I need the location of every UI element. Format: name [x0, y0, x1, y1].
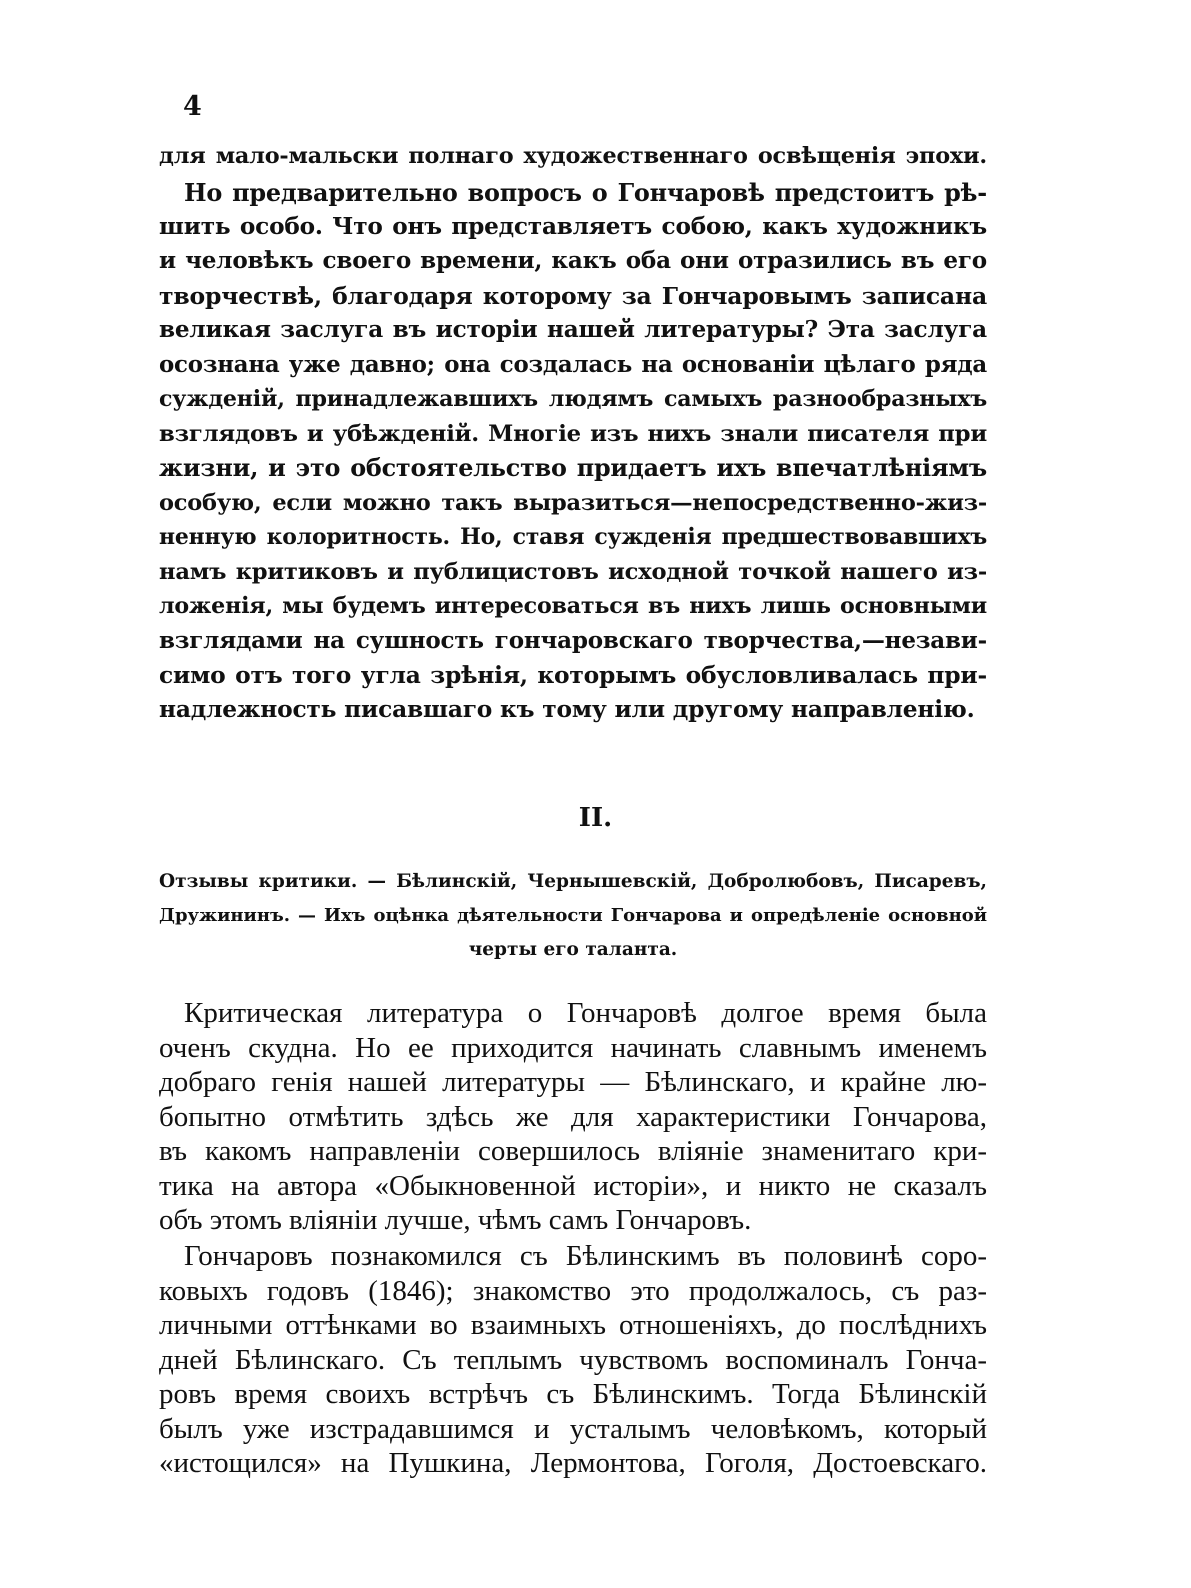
text-line: Но предварительно вопросъ о Гончаровѣ предстоитъ рѣ- — [184, 179, 987, 207]
text-line: взглядовъ и убѣжденій. Многіе изъ нихъ знали писателя при — [159, 421, 987, 447]
text-line: великая заслуга въ исторіи нашей литературы? Эта заслуга — [159, 316, 987, 343]
text-line: симо отъ того угла зрѣнія, которымъ обусловливалась при- — [159, 661, 987, 689]
text-line: объ этомъ вліяніи лучше, чѣмъ самъ Гончаровъ. — [159, 1204, 752, 1236]
text-line: и человѣкъ своего времени, какъ оба они отразились въ его — [159, 247, 987, 274]
text-line: Гончаровъ познакомился съ Бѣлинскимъ въ половинѣ соро- — [184, 1240, 987, 1272]
text-line: особую, если можно такъ выразиться—непосредственно-жиз- — [159, 490, 987, 516]
text-line: намъ критиковъ и публицистовъ исходной точкой нашего из- — [159, 559, 987, 585]
text-line: въ какомъ направленіи совершилось вліяніе знаменитаго кри- — [159, 1135, 987, 1167]
summary-line: Дружининъ. — Ихъ оцѣнка дѣятельности Гончарова и опредѣленіе основной — [159, 905, 987, 926]
summary-line: Отзывы критики. — Бѣлинскій, Чернышевскій, Добролюбовъ, Писаревъ, — [159, 871, 987, 892]
text-line: осознана уже давно; она создалась на основаніи цѣлаго ряда — [159, 352, 987, 378]
text-line: для мало-мальски полнаго художественнаго освѣщенія эпохи. — [159, 143, 987, 169]
text-line: Критическая литература о Гончаровѣ долгое время была — [184, 997, 987, 1029]
text-line: добраго генія нашей литературы — Бѣлинскаго, и крайне лю- — [159, 1066, 987, 1098]
text-line: надлежность писавшаго къ тому или другому направленію. — [159, 696, 975, 723]
text-line: шить особо. Что онъ представляетъ собою, какъ художникъ — [159, 213, 987, 240]
text-line: былъ уже изстрадавшимся и усталымъ человѣкомъ, который — [159, 1413, 987, 1445]
section-heading: II. — [578, 803, 613, 833]
text-line: ненную колоритность. Но, ставя сужденія предшествовавшихъ — [159, 524, 987, 550]
summary-line: черты его таланта. — [468, 939, 678, 960]
text-line: ковыхъ годовъ (1846); знакомство это продолжалось, съ раз- — [159, 1275, 987, 1307]
text-line: тика на автора «Обыкновенной исторіи», и никто не сказалъ — [159, 1170, 987, 1202]
text-line: бопытно отмѣтить здѣсь же для характеристики Гончарова, — [159, 1101, 987, 1133]
text-line: взглядами на сушность гончаровскаго творчества,—незави- — [159, 627, 987, 654]
text-line: оченъ скудна. Но ее приходится начинать славнымъ именемъ — [159, 1032, 987, 1064]
text-line: ровъ время своихъ встрѣчъ съ Бѣлинскимъ. Тогда Бѣлинскій — [159, 1378, 987, 1410]
text-line: дней Бѣлинскаго. Съ теплымъ чувствомъ воспоминалъ Гонча- — [159, 1344, 987, 1376]
text-line: ложенія, мы будемъ интересоваться въ нихъ лишь основными — [159, 593, 987, 619]
text-line: жизни, и это обстоятельство придаетъ ихъ впечатлѣніямъ — [159, 454, 987, 482]
text-line: сужденій, принадлежавшихъ людямъ самыхъ разнообразныхъ — [159, 386, 987, 412]
text-line: «истощился» на Пушкина, Лермонтова, Гоголя, Достоевскаго. — [159, 1447, 987, 1479]
text-line: личными оттѣнками во взаимныхъ отношеніяхъ, до послѣднихъ — [159, 1309, 987, 1341]
page-number: 4 — [183, 91, 202, 122]
text-line: творчествѣ, благодаря которому за Гончаровымъ записана — [159, 282, 987, 310]
